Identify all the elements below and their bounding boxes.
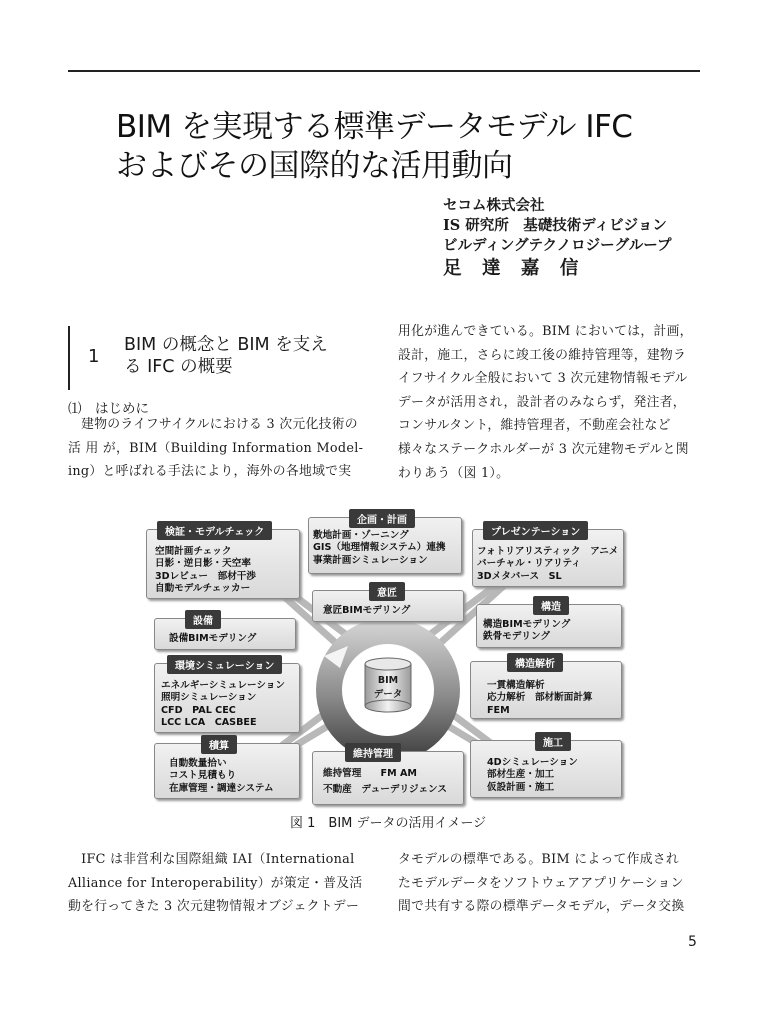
group-name: ビルディングテクノロジーグループ [443, 237, 672, 254]
box-line: 4Dシミュレーション [487, 757, 578, 768]
box-line: 空間計画チェック [155, 546, 232, 557]
box-structural-analysis [470, 661, 622, 719]
box-line: 3Dレビュー 部材干渉 [155, 570, 256, 582]
box-line: 部材生産・加工 [487, 769, 555, 781]
box-line: 自動数量拾い [169, 758, 227, 769]
intro-left-paragraph [68, 413, 363, 484]
box-header: 企画・計画 [349, 509, 415, 528]
text-line: 活 用 が，BIM（Building Information Model- [68, 440, 364, 456]
box-line: フォトリアリスティック アニメ [477, 546, 619, 557]
box-line: 事業計画シミュレーション [313, 554, 428, 566]
figure-caption: 図 1 BIM データの活用イメージ [290, 816, 487, 831]
subsection-heading: ⑴ はじめに [68, 401, 149, 417]
box-construction [470, 740, 622, 798]
box-header: 維持管理 [345, 743, 401, 762]
box-line: 一貫構造解析 [487, 680, 545, 691]
box-line: 自動モデルチェッカー [155, 582, 251, 594]
box-line: 照明シミュレーション [161, 692, 257, 704]
box-equipment [154, 618, 296, 650]
section-title-line-2: る IFC の概要 [124, 357, 233, 377]
box-line: 日影・逆日影・天空率 [155, 558, 251, 570]
box-line: 構造BIMモデリング [483, 619, 571, 630]
box-header: プレゼンテーション [483, 521, 588, 540]
box-design [312, 590, 464, 622]
box-line: 不動産 デューデリジェンス [323, 784, 447, 795]
database-top [365, 658, 411, 670]
box-line: 応力解析 部材断面計算 [487, 692, 593, 704]
box-header: 構造 [533, 596, 569, 615]
box-line: FEM [487, 704, 510, 716]
section-bar [68, 326, 70, 390]
top-rule [68, 70, 700, 72]
intro-right-paragraph [398, 320, 693, 485]
text-line: 動を行ってきた 3 次元建物情報オブジェクトデー [68, 899, 360, 915]
text-line: 設計，施工，さらに竣工後の維持管理等，建物ラ [398, 347, 687, 363]
text-line: わりあう（図 1）。 [398, 465, 510, 481]
box-line: バーチャル・リアリティ [477, 558, 581, 570]
box-estimation [154, 743, 300, 799]
box-structure [476, 604, 622, 648]
box-line: GIS（地理情報システム）連携 [313, 542, 446, 554]
text-line: イフサイクル全般において 3 次元建物情報モデル [398, 371, 688, 387]
text-line: たモデルデータをソフトウェアアプリケーション [398, 875, 684, 891]
box-header: 検証・モデルチェック [157, 521, 272, 540]
text-line: Alliance for Interoperability）が策定・普及活 [68, 875, 363, 891]
text-line: 建物のライフサイクルにおける 3 次元化技術の [68, 417, 358, 432]
section-number: 1 [88, 346, 100, 367]
text-line: タモデルの標準である。BIM によって作成され [398, 852, 680, 867]
page-number: 5 [688, 934, 697, 950]
box-header: 積算 [201, 735, 237, 754]
center-line-2: データ [373, 689, 403, 700]
text-line: 様々なステークホルダーが 3 次元建物モデルと関 [398, 441, 689, 457]
figure-bim-usage [140, 506, 636, 806]
bim-data-label [372, 674, 404, 702]
box-line: エネルギーシミュレーション [161, 680, 285, 691]
box-verification [146, 529, 300, 599]
center-line-1: BIM [377, 675, 399, 686]
box-header: 意匠 [369, 582, 405, 601]
title-line-2: およびその国際的な活用動向 [116, 148, 513, 184]
section-title-line-1: BIM の概念と BIM を支え [124, 335, 328, 355]
text-line: データが活用され，設計者のみならず，発注者， [398, 394, 686, 410]
box-maintenance [312, 751, 464, 805]
author-name: 足 達 嘉 信 [443, 258, 586, 279]
box-line: 設備BIMモデリング [169, 633, 257, 644]
box-line: 在庫管理・調達システム [169, 782, 274, 794]
lower-left-paragraph [68, 848, 363, 919]
division-name: IS 研究所 基礎技術ディビジョン [443, 217, 667, 234]
lower-right-paragraph [398, 848, 684, 919]
title-line-1: BIM を実現する標準データモデル IFC [116, 109, 633, 145]
box-header: 設備 [185, 610, 221, 629]
company-name: セコム株式会社 [443, 197, 545, 214]
text-line: 用化が進んできている。BIM においては，計画， [398, 324, 693, 339]
box-line: コスト見積もり [169, 770, 237, 782]
text-line: コンサルタント，維持管理者，不動産会社など [398, 418, 671, 434]
text-line: 間で共有する際の標準データモデル，データ交換 [398, 899, 685, 915]
box-line: 意匠BIMモデリング [323, 605, 411, 616]
box-environment-simulation [154, 663, 300, 733]
box-header: 施工 [535, 732, 571, 751]
box-header: 環境シミュレーション [167, 655, 282, 674]
box-line: 敷地計画・ゾーニング [313, 530, 409, 541]
box-line: 維持管理 FM AM [323, 768, 417, 779]
box-line: CFD PAL CEC [161, 704, 236, 716]
text-line: ing）と呼ばれる手法により，海外の各地域で実 [68, 464, 352, 480]
box-presentation [472, 529, 624, 587]
author-affiliation [443, 196, 672, 282]
box-line: 仮設計画・施工 [487, 781, 555, 793]
article-title [116, 108, 632, 186]
box-header: 構造解析 [507, 653, 563, 672]
text-line: IFC は非営利な国際組織 IAI（International [68, 852, 355, 867]
box-planning [308, 517, 462, 574]
section-title [124, 334, 328, 378]
box-line: 3Dメタバース SL [477, 570, 562, 582]
box-line: LCC LCA CASBEE [161, 716, 257, 728]
box-line: 鉄骨モデリング [483, 631, 550, 643]
